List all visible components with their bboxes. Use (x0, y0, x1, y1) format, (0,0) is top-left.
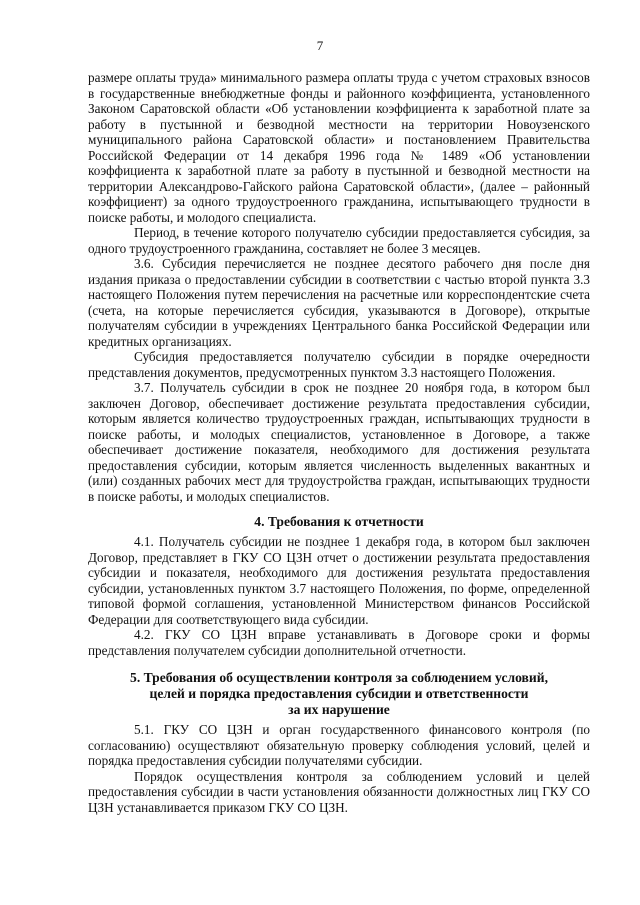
section-5-heading-line-3: за их нарушение (288, 702, 390, 717)
section-4-heading: 4. Требования к отчетности (254, 514, 424, 529)
document-body (88, 70, 590, 815)
paragraph-3-7: 3.7. Получатель субсидии в срок не позднее 20 ноября года, в котором был заключен Договор, обеспечивает достижение результата предоставления субсидии, которым является количество трудоустроенных граждан, испытывающих трудности в поиске работы, и молодых специалистов, установленное в Договоре, а также обеспечивает достижение показателя, необходимого для достижения результата предоставления субсидии, которым является численность выделенных вакантных и (или) созданных рабочих мест для трудоустройства граждан, испытывающих трудности в поиске работы, и молодых специалистов. (88, 380, 590, 504)
section-5-heading (88, 670, 590, 718)
paragraph-subsidy-order: Субсидия предоставляется получателю субсидии в порядке очередности представления документов, предусмотренных пунктом 3.3 настоящего Положения. (88, 349, 590, 380)
page-number: 7 (316, 38, 324, 53)
section-5-heading-line-1: 5. Требования об осуществлении контроля за соблюдением условий, (130, 670, 548, 685)
section-5-heading-line-2: целей и порядка предоставления субсидии и ответственности (149, 686, 529, 701)
paragraph-4-1: 4.1. Получатель субсидии не позднее 1 декабря года, в котором был заключен Договор, представляет в ГКУ СО ЦЗН отчет о достижении результата предоставления субсидии и показателя, необходимого для достижения результата предоставления субсидии, установленных пунктом 3.7 настоящего Положения, по форме, определенной типовой формой соглашения, установленной Министерством финансов Российской Федерации для соответствующего вида субсидии. (88, 534, 590, 627)
paragraph-4-2: 4.2. ГКУ СО ЦЗН вправе устанавливать в Договоре сроки и формы представления получателем субсидии дополнительной отчетности. (88, 627, 590, 658)
paragraph-5-1: 5.1. ГКУ СО ЦЗН и орган государственного финансового контроля (по согласованию) осуществляют обязательную проверку соблюдения условий, целей и порядка предоставления субсидии получателями субсидии. (88, 722, 590, 768)
paragraph-control-procedure: Порядок осуществления контроля за соблюдением условий и целей предоставления субсидии в части установления обязанности должностных лиц ГКУ СО ЦЗН устанавливается приказом ГКУ СО ЦЗН. (88, 768, 590, 815)
paragraph-continuation: размере оплаты труда» минимального размера оплаты труда с учетом страховых взносов в государственные внебюджетные фонды и районного коэффициента, установленного Законом Саратовской области «Об установлении коэффициента к заработной плате за работу в пустынной и безводной местности на территории Новоузенского муниципального района Саратовской области» и постановлением Правительства Российской Федерации от 14 декабря 1996 года № 1489 «Об установлении коэффициента к заработной плате за работу в пустынной и безводной местности на территории Александрово-Гайского района Саратовской области», (далее – районный коэффициент) за одного трудоустроенного гражданина, испытывающего трудности в поиске работы, и молодого специалиста. (88, 70, 590, 225)
paragraph-3-6: 3.6. Субсидия перечисляется не позднее десятого рабочего дня после дня издания приказа о предоставлении субсидии в соответствии с частью второй пункта 3.3 настоящего Положения путем перечисления на расчетные или корреспондентские счета (счета, на которые перечисляется субсидия, указываются в Договоре), открытые получателям субсидии в учреждениях Центрального банка Российской Федерации или кредитных организациях. (88, 256, 590, 349)
paragraph-subsidy-period: Период, в течение которого получателю субсидии предоставляется субсидия, за одного трудоустроенного гражданина, составляет не более 3 месяцев. (88, 225, 590, 256)
